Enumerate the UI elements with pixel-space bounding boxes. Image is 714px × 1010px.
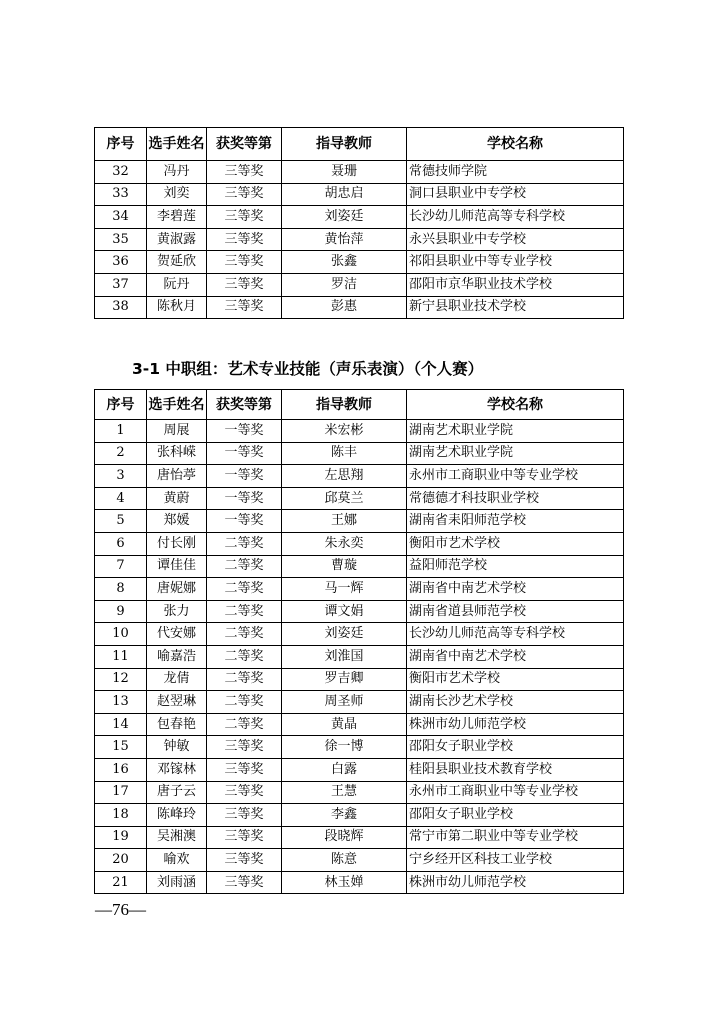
cell-school: 宁乡经开区科技工业学校 [407, 849, 624, 872]
header-award: 获奖等第 [207, 390, 282, 420]
cell-teacher: 周圣师 [282, 691, 407, 714]
cell-name: 喻欢 [147, 849, 207, 872]
table-row [95, 623, 624, 646]
cell-index: 16 [95, 758, 147, 781]
table-row [95, 713, 624, 736]
header-index: 序号 [95, 390, 147, 420]
cell-name: 谭佳佳 [147, 555, 207, 578]
header-award: 获奖等第 [207, 128, 282, 161]
cell-name: 刘奕 [147, 183, 207, 206]
cell-index: 9 [95, 600, 147, 623]
cell-award: 一等奖 [207, 420, 282, 443]
cell-teacher: 刘淮国 [282, 645, 407, 668]
cell-index: 6 [95, 532, 147, 555]
cell-award: 一等奖 [207, 442, 282, 465]
cell-school: 永兴县职业中专学校 [407, 228, 624, 251]
cell-teacher: 马一辉 [282, 578, 407, 601]
table-row [95, 251, 624, 274]
cell-index: 4 [95, 487, 147, 510]
cell-index: 15 [95, 736, 147, 759]
cell-school: 湖南省中南艺术学校 [407, 578, 624, 601]
table-row [95, 183, 624, 206]
cell-award: 二等奖 [207, 532, 282, 555]
table-row [95, 600, 624, 623]
cell-name: 代安娜 [147, 623, 207, 646]
table-row [95, 273, 624, 296]
table-row [95, 206, 624, 229]
cell-name: 吴湘澳 [147, 826, 207, 849]
cell-teacher: 白露 [282, 758, 407, 781]
cell-award: 二等奖 [207, 623, 282, 646]
table-row [95, 487, 624, 510]
cell-school: 桂阳县职业技术教育学校 [407, 758, 624, 781]
cell-name: 李碧莲 [147, 206, 207, 229]
cell-index: 34 [95, 206, 147, 229]
cell-award: 一等奖 [207, 465, 282, 488]
cell-award: 三等奖 [207, 251, 282, 274]
cell-award: 三等奖 [207, 736, 282, 759]
cell-index: 12 [95, 668, 147, 691]
header-school: 学校名称 [407, 128, 624, 161]
cell-award: 一等奖 [207, 487, 282, 510]
cell-award: 三等奖 [207, 273, 282, 296]
cell-teacher: 左思翔 [282, 465, 407, 488]
cell-index: 7 [95, 555, 147, 578]
cell-index: 19 [95, 826, 147, 849]
table-row [95, 420, 624, 443]
cell-name: 喻嘉浩 [147, 645, 207, 668]
cell-index: 5 [95, 510, 147, 533]
cell-school: 永州市工商职业中等专业学校 [407, 465, 624, 488]
header-name: 选手姓名 [147, 128, 207, 161]
table-row [95, 555, 624, 578]
cell-school: 祁阳县职业中等专业学校 [407, 251, 624, 274]
cell-teacher: 胡忠启 [282, 183, 407, 206]
cell-award: 三等奖 [207, 781, 282, 804]
cell-name: 张力 [147, 600, 207, 623]
cell-school: 新宁县职业技术学校 [407, 296, 624, 319]
cell-award: 二等奖 [207, 645, 282, 668]
table-row [95, 465, 624, 488]
cell-name: 钟敏 [147, 736, 207, 759]
table-row [95, 161, 624, 184]
cell-award: 二等奖 [207, 578, 282, 601]
cell-teacher: 黄晶 [282, 713, 407, 736]
cell-teacher: 彭惠 [282, 296, 407, 319]
cell-award: 二等奖 [207, 691, 282, 714]
cell-award: 一等奖 [207, 510, 282, 533]
cell-teacher: 李鑫 [282, 804, 407, 827]
header-name: 选手姓名 [147, 390, 207, 420]
cell-name: 唐子云 [147, 781, 207, 804]
table-row [95, 736, 624, 759]
cell-index: 21 [95, 871, 147, 894]
cell-school: 湖南省耒阳师范学校 [407, 510, 624, 533]
table-row [95, 849, 624, 872]
cell-award: 二等奖 [207, 713, 282, 736]
table-row [95, 691, 624, 714]
cell-award: 三等奖 [207, 206, 282, 229]
table-row [95, 871, 624, 894]
cell-school: 湖南艺术职业学院 [407, 442, 624, 465]
cell-school: 永州市工商职业中等专业学校 [407, 781, 624, 804]
cell-name: 陈峰玲 [147, 804, 207, 827]
cell-name: 陈秋月 [147, 296, 207, 319]
cell-name: 周展 [147, 420, 207, 443]
table-row [95, 296, 624, 319]
cell-teacher: 米宏彬 [282, 420, 407, 443]
cell-award: 三等奖 [207, 183, 282, 206]
cell-award: 三等奖 [207, 296, 282, 319]
cell-school: 长沙幼儿师范高等专科学校 [407, 206, 624, 229]
cell-teacher: 王慧 [282, 781, 407, 804]
cell-school: 常德技师学院 [407, 161, 624, 184]
cell-award: 二等奖 [207, 600, 282, 623]
cell-name: 贺延欣 [147, 251, 207, 274]
cell-award: 三等奖 [207, 849, 282, 872]
section-title: 3-1 中职组：艺术专业技能（声乐表演）（个人赛） [132, 360, 484, 378]
cell-teacher: 曹璇 [282, 555, 407, 578]
cell-award: 三等奖 [207, 161, 282, 184]
cell-award: 二等奖 [207, 555, 282, 578]
cell-award: 二等奖 [207, 668, 282, 691]
cell-teacher: 徐一博 [282, 736, 407, 759]
cell-school: 长沙幼儿师范高等专科学校 [407, 623, 624, 646]
cell-teacher: 王娜 [282, 510, 407, 533]
cell-teacher: 刘姿廷 [282, 623, 407, 646]
cell-teacher: 陈丰 [282, 442, 407, 465]
cell-name: 邓镓林 [147, 758, 207, 781]
cell-index: 20 [95, 849, 147, 872]
cell-index: 37 [95, 273, 147, 296]
cell-teacher: 张鑫 [282, 251, 407, 274]
cell-school: 邵阳女子职业学校 [407, 804, 624, 827]
cell-name: 唐妮娜 [147, 578, 207, 601]
cell-index: 18 [95, 804, 147, 827]
cell-index: 2 [95, 442, 147, 465]
cell-name: 张科嵘 [147, 442, 207, 465]
cell-teacher: 罗吉卿 [282, 668, 407, 691]
cell-name: 黄淑露 [147, 228, 207, 251]
cell-school: 衡阳市艺术学校 [407, 532, 624, 555]
cell-award: 三等奖 [207, 804, 282, 827]
cell-name: 包春艳 [147, 713, 207, 736]
cell-teacher: 朱永奕 [282, 532, 407, 555]
cell-school: 常德德才科技职业学校 [407, 487, 624, 510]
cell-index: 35 [95, 228, 147, 251]
cell-name: 阮丹 [147, 273, 207, 296]
cell-teacher: 邱莫兰 [282, 487, 407, 510]
table-row [95, 668, 624, 691]
results-table-continued [94, 127, 624, 319]
header-school: 学校名称 [407, 390, 624, 420]
cell-award: 三等奖 [207, 826, 282, 849]
cell-teacher: 谭文娟 [282, 600, 407, 623]
cell-award: 三等奖 [207, 228, 282, 251]
cell-name: 龙倩 [147, 668, 207, 691]
cell-name: 冯丹 [147, 161, 207, 184]
table-row [95, 826, 624, 849]
cell-index: 1 [95, 420, 147, 443]
cell-teacher: 罗洁 [282, 273, 407, 296]
cell-school: 邵阳市京华职业技术学校 [407, 273, 624, 296]
cell-teacher: 黄怡萍 [282, 228, 407, 251]
cell-index: 36 [95, 251, 147, 274]
cell-index: 33 [95, 183, 147, 206]
cell-name: 郑媛 [147, 510, 207, 533]
cell-index: 11 [95, 645, 147, 668]
cell-school: 湖南长沙艺术学校 [407, 691, 624, 714]
cell-index: 13 [95, 691, 147, 714]
cell-school: 株洲市幼儿师范学校 [407, 871, 624, 894]
cell-name: 黄蔚 [147, 487, 207, 510]
cell-school: 湖南省道县师范学校 [407, 600, 624, 623]
table-row [95, 532, 624, 555]
cell-teacher: 刘姿廷 [282, 206, 407, 229]
cell-teacher: 段晓辉 [282, 826, 407, 849]
table-row [95, 510, 624, 533]
cell-school: 洞口县职业中专学校 [407, 183, 624, 206]
table-header-row [95, 128, 624, 161]
cell-name: 付长刚 [147, 532, 207, 555]
cell-school: 邵阳女子职业学校 [407, 736, 624, 759]
cell-name: 唐怡葶 [147, 465, 207, 488]
cell-teacher: 聂珊 [282, 161, 407, 184]
cell-index: 17 [95, 781, 147, 804]
page-number: —76— [95, 900, 146, 919]
header-index: 序号 [95, 128, 147, 161]
cell-school: 衡阳市艺术学校 [407, 668, 624, 691]
cell-school: 株洲市幼儿师范学校 [407, 713, 624, 736]
table-row [95, 578, 624, 601]
cell-name: 赵翌琳 [147, 691, 207, 714]
header-teacher: 指导教师 [282, 390, 407, 420]
cell-school: 常宁市第二职业中等专业学校 [407, 826, 624, 849]
table-row [95, 645, 624, 668]
cell-teacher: 陈意 [282, 849, 407, 872]
table-row [95, 781, 624, 804]
cell-school: 湖南省中南艺术学校 [407, 645, 624, 668]
cell-school: 湖南艺术职业学院 [407, 420, 624, 443]
cell-index: 3 [95, 465, 147, 488]
table-row [95, 228, 624, 251]
cell-index: 8 [95, 578, 147, 601]
cell-teacher: 林玉婵 [282, 871, 407, 894]
cell-name: 刘雨涵 [147, 871, 207, 894]
table-row [95, 442, 624, 465]
cell-school: 益阳师范学校 [407, 555, 624, 578]
table-row [95, 758, 624, 781]
cell-index: 32 [95, 161, 147, 184]
cell-index: 10 [95, 623, 147, 646]
results-table-vocal [94, 389, 624, 894]
table-header-row [95, 390, 624, 420]
cell-index: 14 [95, 713, 147, 736]
cell-award: 三等奖 [207, 758, 282, 781]
cell-award: 三等奖 [207, 871, 282, 894]
cell-index: 38 [95, 296, 147, 319]
table-row [95, 804, 624, 827]
header-teacher: 指导教师 [282, 128, 407, 161]
